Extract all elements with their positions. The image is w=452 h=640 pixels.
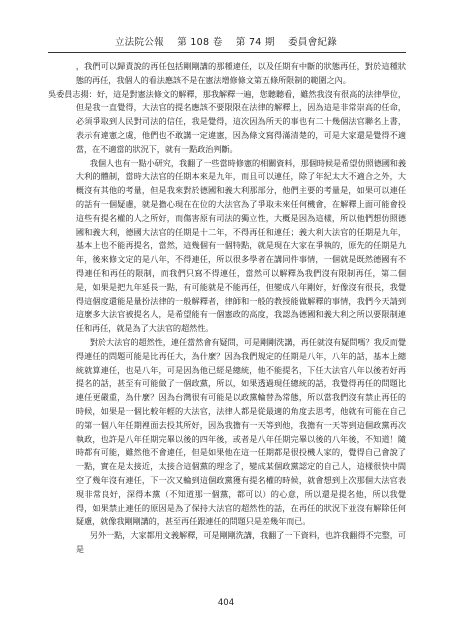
page-header bbox=[0, 34, 452, 48]
header-divider bbox=[48, 52, 406, 53]
document-body bbox=[48, 60, 406, 557]
paragraph-continuation bbox=[48, 60, 406, 88]
paragraph-text: ，我們可以歸責說的再任包括剛剛講的那種違任，以及任期有中斷的狀態再任，對於這種狀態的再任，我個人的看法應該不是在憲法增修條文第五條所限制的範圍之內。 bbox=[75, 61, 406, 85]
speaker-name: 吳委員志揚： bbox=[48, 88, 97, 99]
issue-number: 第 74 期 bbox=[235, 37, 275, 48]
volume-number: 第 108 卷 bbox=[177, 37, 223, 48]
body-paragraph bbox=[48, 336, 406, 529]
publication-name: 立法院公報 bbox=[114, 37, 164, 48]
paragraph-text: 我個人也有一點小研究，我翻了一些當時修憲的相關資料，那個時候是希望仿照德國和義大利的體制，當時大法官的任期本來是九年，而且可以連任，除了年紀太大不適合之外，大概沒有其他的考量，但是我來對於德國和義大利那部分，他們主要的考量是，如果可以連任的話有一個疑慮，就是擔心現在在位的大法官為了爭取未來任何機會，在解釋上面可能會投這些有提名權的人之所好，而傷害原有司法的獨立性，大概是因為這樣，所以他們想仿照德國和義大利，德國大法官的任期是十二年，不得再任和連任；義大利大法官的任期是九年，基本上也不能再提名，當然，這幾個有一個特點，就是現在大家在爭執的，原先的任期是九年，後來修文定的是八年，不得連任，所以很多學者在講同件事情，一個就是既然德國有不得連任和再任的限制，而我們只寫不得連任，當然可以解釋為我們沒有限制再任，第二個是，如果是把九年延長一點，有可能就是不能再任，但變成八年剛好，好像沒有很長，我覺得這個度還能是量扮法律的一般解釋者，律師和一般的教授能做解釋的事情，我們今天請到這麼多大法官被提名人，是希望能有一個憲政的高度，我認為德國和義大利之所以要限制連任和再任，就是為了大法官的超然性。 bbox=[75, 157, 406, 334]
paragraph-text: 對於大法官的超然性，連任當然會有疑問，可是剛剛洗講，再任就沒有疑問嗎？我反而覺得連任的問題可能是比再任大，為什麼？因為我們規定的任期是八年，八年的話，基本上總統就算連任，也是八年，可是因為他已經是總統，他不能提名，下任大法官八年以後若好再提名的話，甚至有可能做了一個政黨，所以，如果透過現任總統的話，我覺得再任的問題比連任更嚴重，為什麼？因為台灣很有可能是以政黨輪替為常態，所以當我們沒有禁止再任的時候，如果是一個比較年輕的大法官，法律人都是從最適的角度去思考，他就有可能在自己的第一個八年任期裡面去投其所好，因為我擔有一天等到他，我擔有一天等到這個政黨再次執政，也許是八年任期完畢以後的四年後，或者是八年任期完畢以後的八年後，不知道！隨時都有可能，雖然他不會違任，但是如果他在這一任期都是很投機人家的，覺得自己會說了一點，實在是太接近，太接合這個黨的理念了，變成某個政黨認定的自己人，這樣很快中間空了幾年沒有連任，下一次又輪到這個政黨獲有提名權的時候，就會想到上次那個大法官表現非常良好，深得本黨（不知道那一個黨，都可以）的心意，所以還是提名他，所以我覺得，如果禁止連任的原因是為了保持大法官的超然性的話，在再任的狀況下並沒有解除任何疑慮，就像我剛剛講的，甚至再任跟連任的問題只是差幾年而已。 bbox=[75, 336, 406, 527]
speaker-paragraph bbox=[48, 88, 406, 157]
page-number: 404 bbox=[217, 598, 235, 608]
paragraph-text: 好，這是對憲法條文的解釋，那我解釋一遍，您聽聽看，雖然我沒有很高的法律學位，但是我一直覺得，大法官的提名應該不要限限在法律的解釋上，因為這是非常崇高的任命，必須爭取到人民對司法的信任，我是覺得，這次因為所天的事也有二十幾個法官聯名上書，表示有違憲之虞，他們也不敢講一定違憲，因為條文寫得滿清楚的，可是大家還是覺得不適當，在不適當的狀況下，就有一點政治判斷。 bbox=[75, 88, 406, 154]
paragraph-text: 另外一點，大家都用文義解釋，可是剛剛洗講，我翻了一下資料，也許我翻得不完整，可是 bbox=[75, 530, 406, 554]
body-paragraph bbox=[48, 529, 406, 557]
section-name: 委員會紀錄 bbox=[288, 37, 338, 48]
body-paragraph bbox=[48, 157, 406, 336]
